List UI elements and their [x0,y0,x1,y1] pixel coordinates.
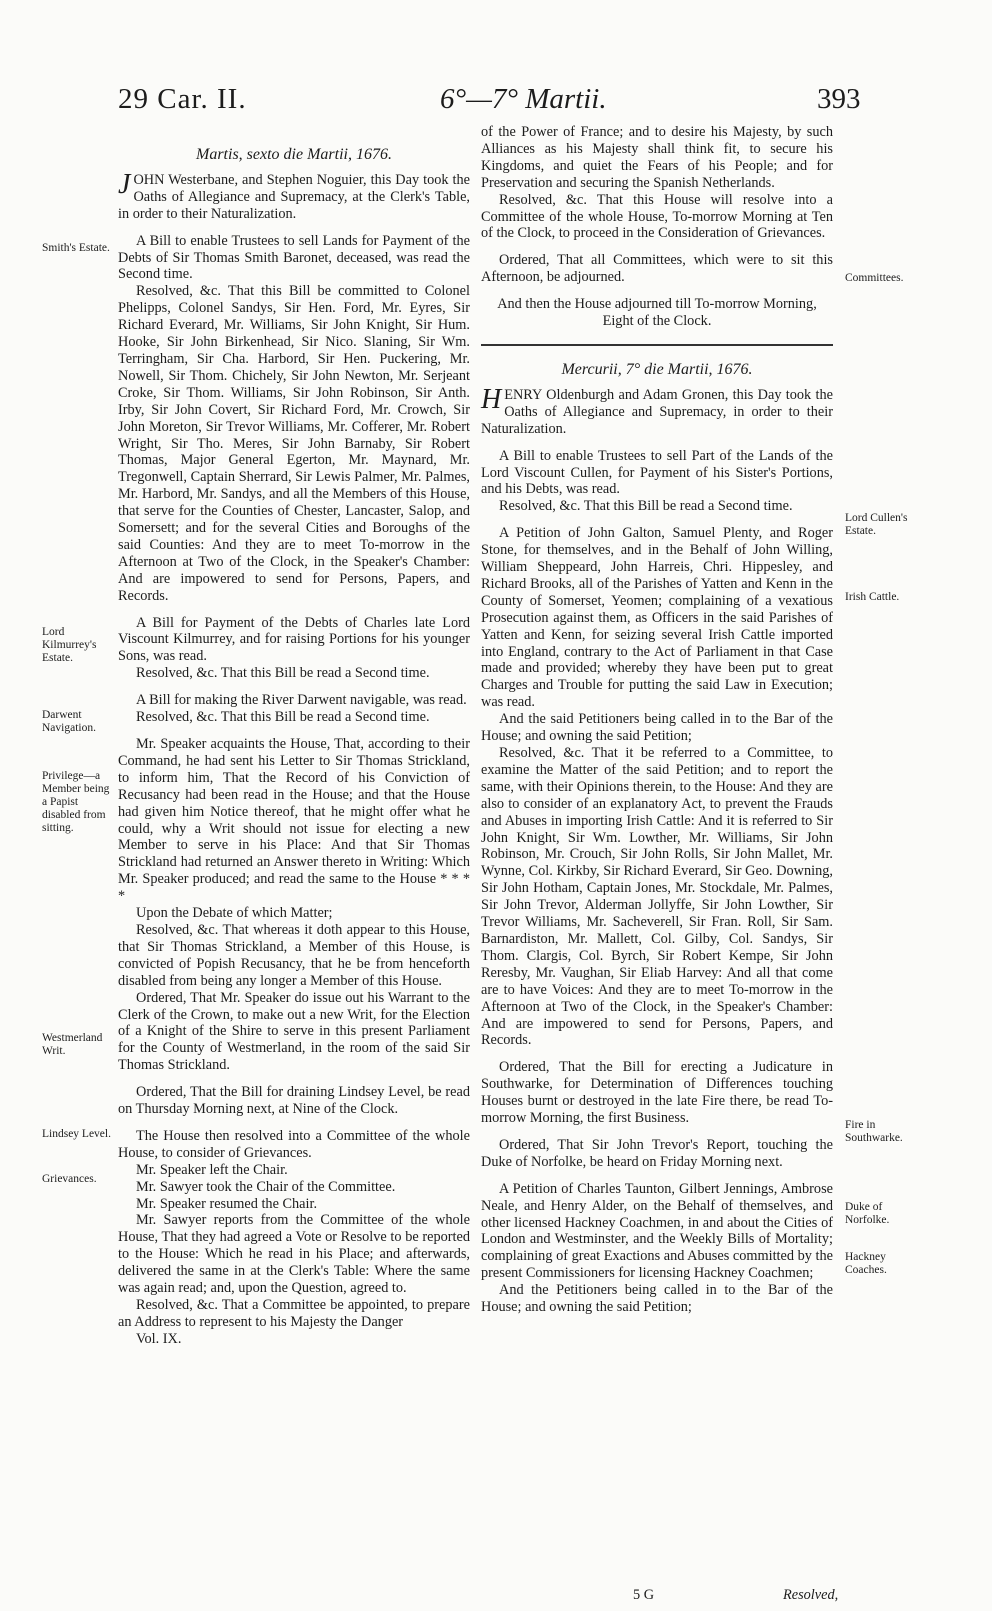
page-number: 393 [817,83,861,115]
volume-signature: Vol. IX. [136,1330,182,1347]
margin-note-westmerland: Westmerland Writ. [42,1032,103,1057]
section-divider [481,344,833,346]
margin-note-hackney: Hackney Coaches. [845,1251,887,1276]
margin-note-fire-southwarke: Fire in Southwarke. [845,1119,903,1144]
strickland-resolved: Resolved, &c. That whereas it doth appear to this House, that Sir Thomas Strickland, a Member of this House, is convicted of Popish Recusancy, that he be from henceforth disabled from being any longer a Member of this House. [118,921,470,989]
drop-cap: H [481,383,502,415]
hackney-petitioners-called-entry: And the Petitioners being called in to the Bar of the House; and owning the said Petition; [481,1282,833,1316]
running-head-center: 6°—7° Martii. [440,83,607,115]
address-resolved-entry: Resolved, &c. That a Committee be appointed, to prepare an Address to represent to his Majesty the Danger [118,1297,470,1330]
margin-note-irish-cattle: Irish Cattle. [845,591,900,603]
kilmurrey-resolved: Resolved, &c. That this Bill be read a Second time. [136,665,430,682]
smith-bill-entry: A Bill to enable Trustees to sell Lands for Payment of the Debts of Sir Thomas Smith Baronet, deceased, was read the Second time. [118,232,470,283]
cullen-resolved: Resolved, &c. That this Bill be read a Second time. [499,498,793,515]
france-continuation: of the Power of France; and to desire his Majesty, by such Alliances as his Majesty shall think fit, to secure his Kingdoms, and quiet the Fears of his People; and for Preservation and securing the Spanish Netherlands. [481,124,833,191]
hackney-petition-entry: A Petition of Charles Taunton, Gilbert Jennings, Ambrose Neale, and Henry Alder, on the Behalf of themselves, and other licensed Hackney Coachmen, in and about the Cities of London and Westminster, and the Weekly Bills of Mortality; complaining of great Exactions and Abuses committed by the present Commissioners for licensing Hackney Coachmen; [481,1180,833,1282]
signature-mark: 5 G [633,1587,655,1603]
sawyer-report-entry: Mr. Sawyer reports from the Committee of the whole House, That they had agreed a Vote or Resolve to be reported to the House: Which he read in his Place; and afterwards, delivered the same in at the Clerk's Table: Where the same was again read; and, upon the Question, agreed to. [118,1212,470,1297]
irish-cattle-committee-entry: Resolved, &c. That it be referred to a Committee, to examine the Matter of the said Petition; and to report the same, with their Opinions therein, to the House: And they are also to consider of an explanatory Act, to prevent the Frauds and Abuses in importing Irish Cattle: And it is referred to Sir John Knight, Sir Wm. Lowther, Mr. Williams, Sir John Robinson, Mr. Crouch, Sir John Rolls, Sir John Mallet, Mr. Wynne, Col. Kirkby, Sir Richard Everard, Sir Geo. Downing, Sir John Hotham, Captain Jones, Mr. Stockdale, Mr. Palmes, Sir John Trevor, Alderman Jollyffe, Sir John Lowther, Sir Trevor Williams, Mr. Sacheverell, Sir Fran. Roll, Sir Sam. Barnardiston, Mr. Mallett, Col. Gilby, Col. Sandys, Sir Thom. Clargis, Col. Byrch, Sir Robert Kempe, Sir John Reresby, Mr. Vaughan, Sir Eliab Harvey: And all that come are to have Voices: And they are to meet To-morrow in the Afternoon at Two of the Clock, in the Speaker's Chamber: And are impowered to send for Persons, Papers, and Records. [481,745,833,1049]
naturalization-entry: JOHN Westerbane, and Stephen Noguier, this Day took the Oaths of Allegiance and Supremacy, at the Clerk's Table, in order to their Naturalization. [118,168,470,222]
oldenburgh-entry: HENRY Oldenburgh and Adam Gronen, this Day took the Oaths of Allegiance and Supremacy, in order to their Naturalization. [481,383,833,437]
margin-note-duke-norfolke: Duke of Norfolke. [845,1201,890,1226]
house-adjourned-entry: And then the House adjourned till To-morrow Morning, Eight of the Clock. [497,296,817,330]
speaker-left-entry: Mr. Speaker left the Chair. [136,1161,288,1178]
darwent-resolved: Resolved, &c. That this Bill be read a Second time. [136,709,430,726]
grievances-entry: The House then resolved into a Committee of the whole House, to consider of Grievances. [118,1127,470,1161]
westmerland-writ-entry: Ordered, That Mr. Speaker do issue out his Warrant to the Clerk of the Crown, to make out a new Writ, for the Election of a Knight of the Shire to serve in this present Parliament for the County of Westmerland, in the room of the said Sir Thomas Strickland. [118,989,470,1074]
southwarke-judicature-entry: Ordered, That the Bill for erecting a Judicature in Southwarke, for Determination of Differences touching Houses burnt or destroyed in the late Fire there, be read To-morrow Morning, the first Business. [481,1059,833,1127]
margin-note-privilege: Privilege—a Member being a Papist disabled from sitting. [42,770,110,834]
norfolke-report-entry: Ordered, That Sir John Trevor's Report, touching the Duke of Norfolke, be heard on Friday Morning next. [481,1136,833,1170]
running-head-left: 29 Car. II. [118,83,247,115]
kilmurrey-bill-entry: A Bill for Payment of the Debts of Charles late Lord Viscount Kilmurrey, and for raising Portions for his younger Sons, was read. [118,614,470,665]
petitioners-called-entry: And the said Petitioners being called in to the Bar of the House; and owning the said Petition; [481,711,833,745]
galton-petition-entry: A Petition of John Galton, Samuel Plenty, and Roger Stone, for themselves, and in the Behalf of John Willing, William Sheppeard, John Harreis, Chri. Hippesley, and Richard Brooks, all of the Parishes of Yatten and Kenn in the County of Somerset, Yeomen; complaining of a vexatious Prosecution against them, as Officers in the said Parishes of Yatten and Kenn, for seizing several Irish Cattle imported into England, contrary to the Act of Parliament in that Case made and provided; whereby they have been put to great Charges and Trouble for putting the said Law in Execution; was read. [481,525,833,711]
margin-note-darwent: Darwent Navigation. [42,709,96,734]
margin-note-grievances: Grievances. [42,1173,97,1185]
darwent-bill-entry: A Bill for making the River Darwent navigable, was read. [136,692,467,709]
right-column [481,124,833,1316]
margin-note-smiths-estate: Smith's Estate. [42,242,110,254]
date-heading-wednesday: Mercurii, 7° die Martii, 1676. [561,360,753,378]
margin-note-lord-kilmurrey: Lord Kilmurrey's Estate. [42,626,97,664]
committees-adjourned-entry: Ordered, That all Committees, which were to sit this Afternoon, be adjourned. [481,252,833,286]
sawyer-chair-entry: Mr. Sawyer took the Chair of the Committee. [136,1178,396,1195]
catchword: Resolved, [783,1587,839,1603]
smith-committee-entry: Resolved, &c. That this Bill be committed to Colonel Phelipps, Colonel Sandys, Sir Hen. Ford, Mr. Eyres, Sir Richard Everard, Mr. Williams, Sir John Knight, Sir Hum. Hooke, Sir John Birkenhead, Sir Nico. Slaning, Sir Wm. Terringham, Sir Cha. Harbord, Sir Hen. Puckering, Mr. Nowell, Sir Thom. Chichely, Sir John Newton, Mr. Serjeant Croke, Sir Thom. Williams, Sir John Robinson, Sir Anth. Irby, Sir John Covert, Sir Richard Ford, Mr. Crowch, Sir John Moreton, Sir Trevor Williams, Mr. Cofferer, Mr. Robert Wright, Sir Tho. Meres, Sir John Barnaby, Sir Robert Thomas, Major General Egerton, Mr. Maynard, Mr. Tregonwell, Captain Sherrard, Sir Lewis Palmer, Mr. Palmes, Mr. Harbord, Mr. Sandys, and all the Members of this House, that serve for the Counties of Chester, Lancaster, Salop, and Somersett; and for the several Cities and Boroughs of the said Counties: And they are to meet To-morrow in the Afternoon at Two of the Clock, in the Speaker's Chamber: And are impowered to send for Persons, Papers, and Records. [118,283,470,604]
margin-note-lord-cullen: Lord Cullen's Estate. [845,512,908,537]
strickland-letter-entry: Mr. Speaker acquaints the House, That, according to their Command, he had sent his Letter to Sir Thomas Strickland, to inform him, That the Record of his Conviction of Recusancy had been read in the House; and that the House had given him Notice thereof, that he might offer what he could, why a Writ should not issue for electing a new Member to serve in his Place: And that Sir Thomas Strickland had returned an Answer thereto in Writing: Which Mr. Speaker produced; and read the same to the House * * * * [118,736,470,905]
lindsey-level-entry: Ordered, That the Bill for draining Lindsey Level, be read on Thursday Morning next, at Nine of the Clock. [118,1084,470,1118]
margin-note-committees: Committees. [845,272,904,284]
left-column [118,141,470,1348]
committee-resolve-entry: Resolved, &c. That this House will resolve into a Committee of the whole House, To-morrow Morning at Ten of the Clock, to proceed in the Consideration of Grievances. [481,191,833,242]
margin-note-lindsey: Lindsey Level. [42,1128,111,1140]
drop-cap: J [118,168,131,200]
cullen-bill-entry: A Bill to enable Trustees to sell Part of the Lands of the Lord Viscount Cullen, for Payment of his Sister's Portions, and his Debts, was read. [481,447,833,498]
date-heading-tuesday: Martis, sexto die Martii, 1676. [196,146,392,163]
speaker-resumed-entry: Mr. Speaker resumed the Chair. [136,1195,318,1212]
debate-entry: Upon the Debate of which Matter; [136,905,333,922]
